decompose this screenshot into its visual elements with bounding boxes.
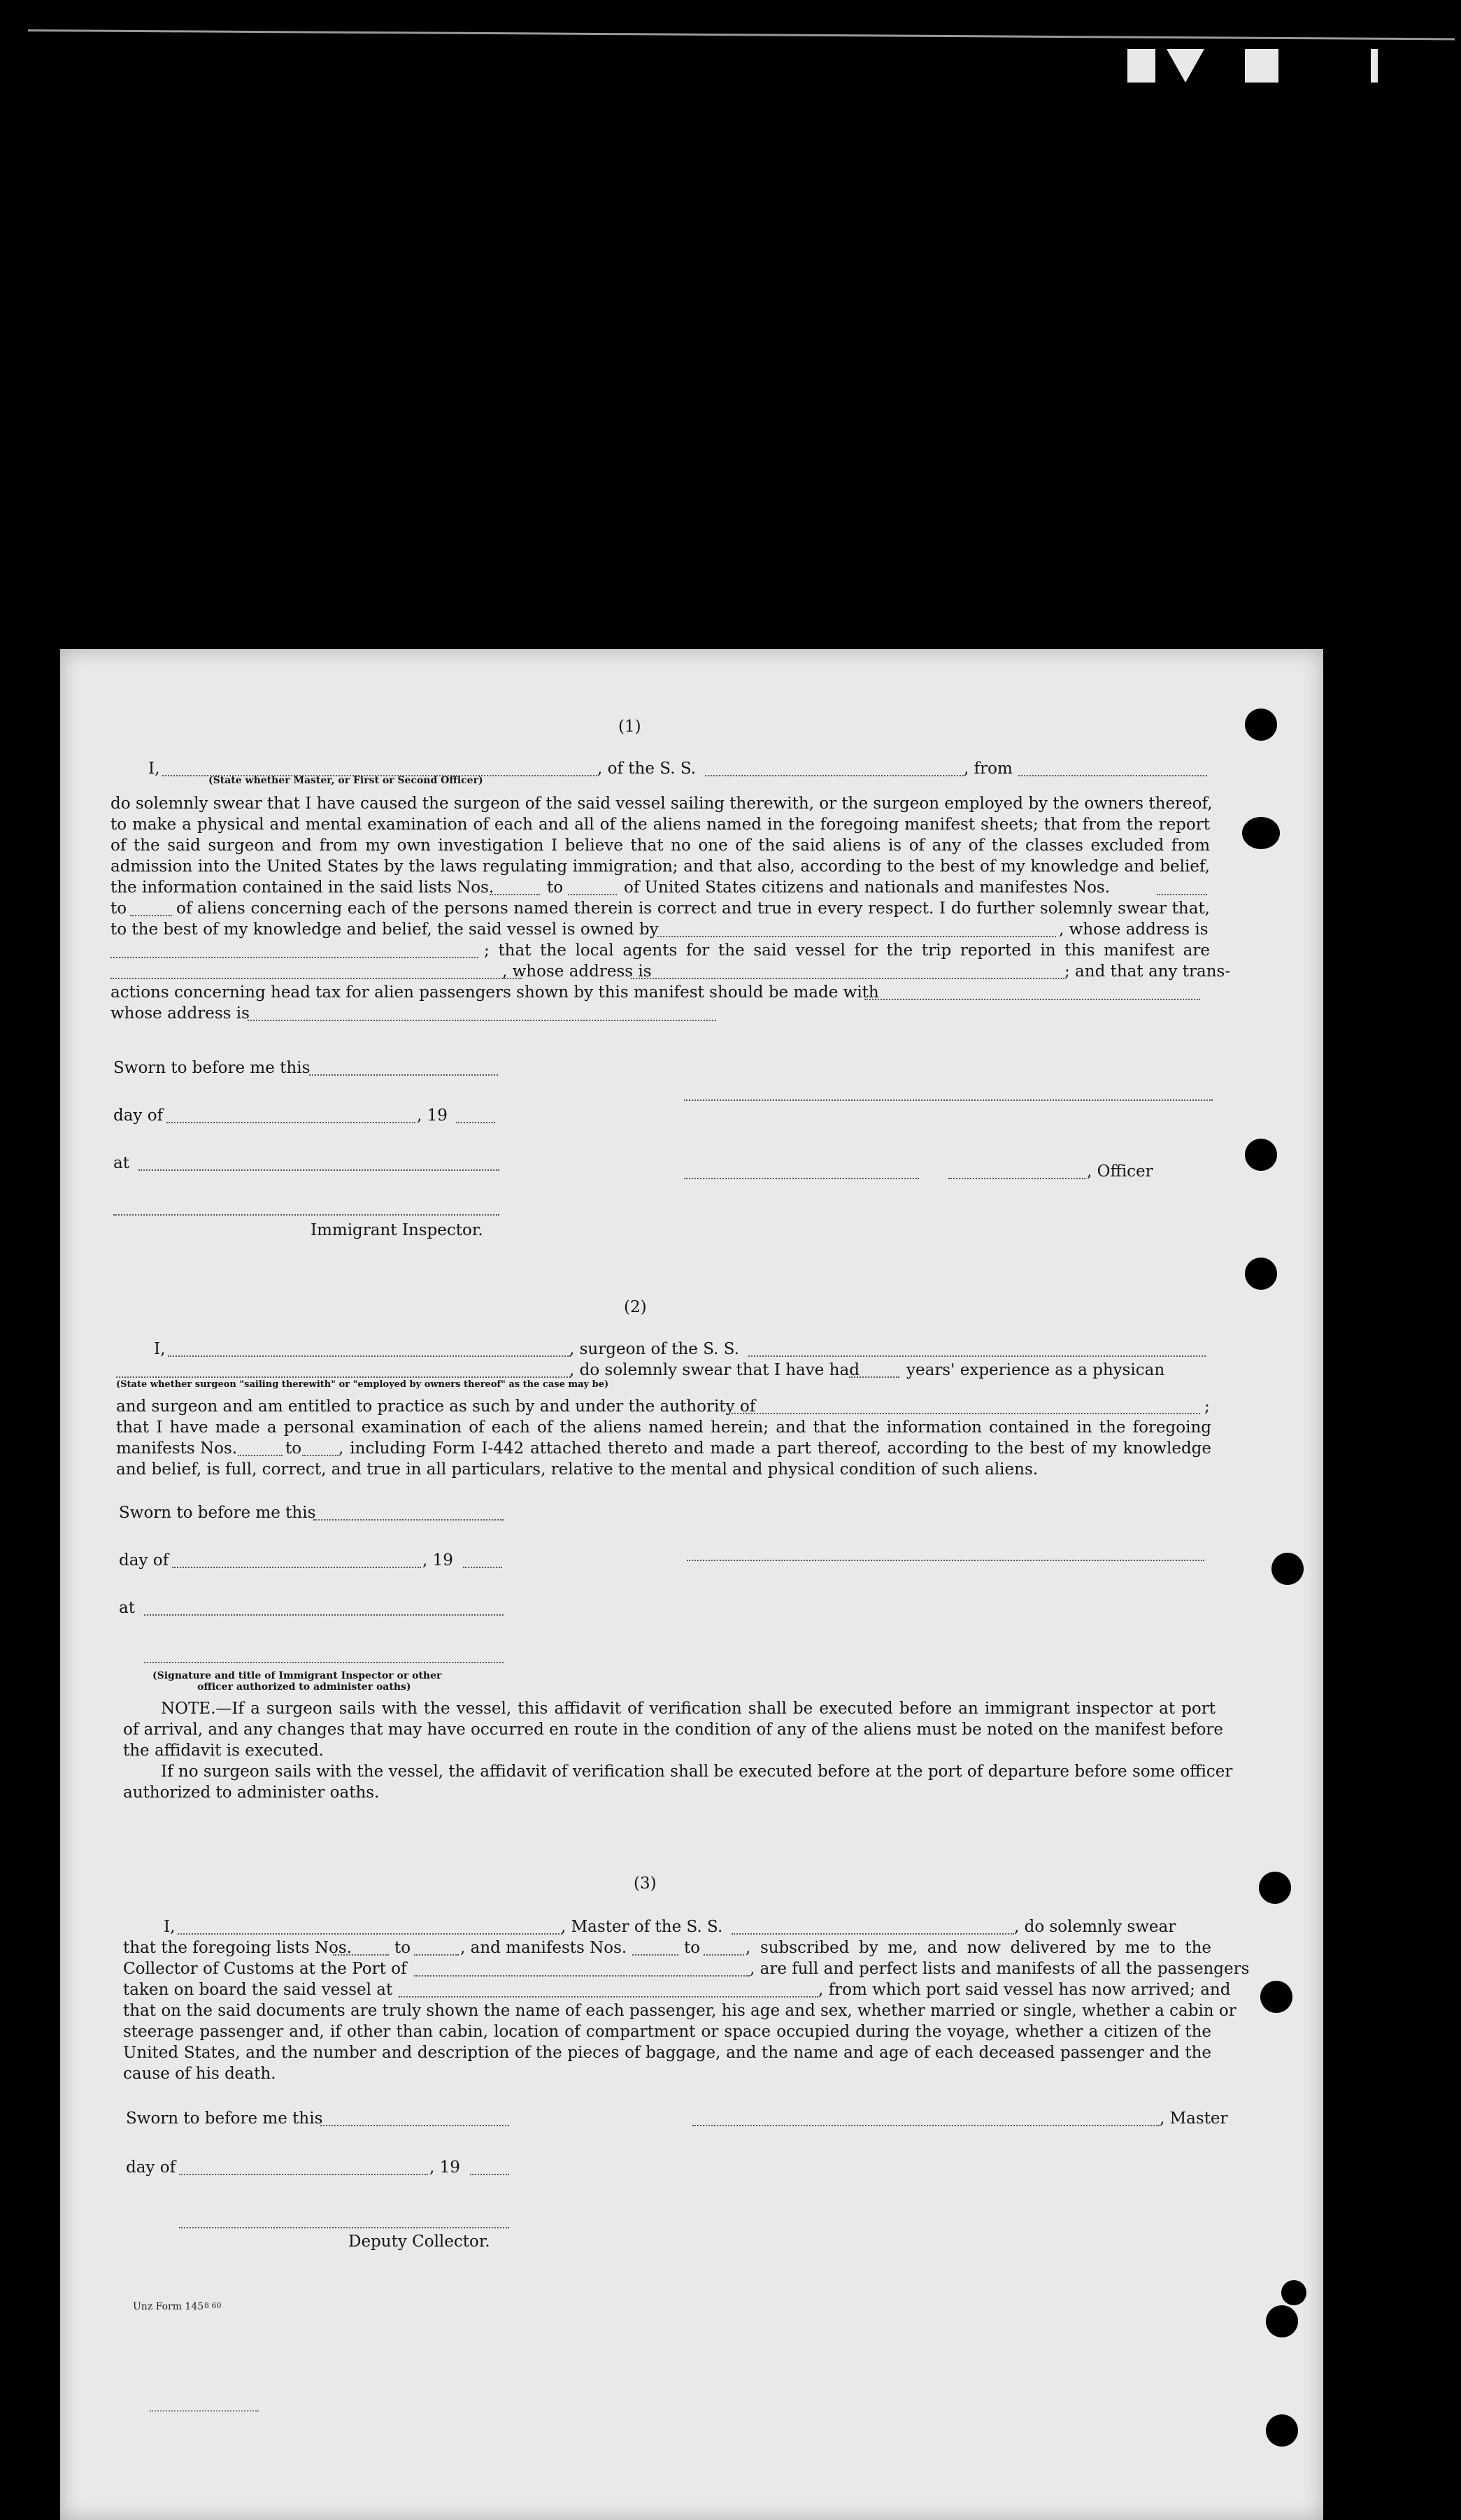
s3-manifests-from-field bbox=[632, 1954, 678, 1956]
s3-arrived-label: , from which port said vessel has now arrived; and bbox=[818, 1981, 1231, 1999]
manifests-to-field bbox=[130, 915, 172, 916]
s2-manifests-from-field bbox=[238, 1455, 283, 1456]
s1-year-label: , 19 bbox=[417, 1106, 448, 1125]
s1-agents-label: ; that the local agents for the said vessel for the trip reported in this manifest are bbox=[484, 941, 1210, 960]
s3-to-label: to bbox=[394, 1939, 411, 1957]
s2-day-label: day of bbox=[119, 1551, 169, 1569]
s2-ship-field bbox=[748, 1355, 1206, 1357]
s1-para-line: admission into the United States by the laws regulating immigration; and that also, according to the best of my knowledge and belief, bbox=[111, 857, 1210, 876]
note-line: If no surgeon sails with the vessel, the affidavit of verification shall be executed before at the port of departure before some officer bbox=[161, 1763, 1233, 1781]
s1-trans-label: ; and that any trans- bbox=[1064, 962, 1231, 981]
s3-collector-label: Deputy Collector. bbox=[348, 2233, 490, 2251]
s3-taken-label: taken on board the said vessel at bbox=[123, 1981, 393, 1999]
s2-manifests-to-field bbox=[302, 1455, 338, 1456]
punch-hole bbox=[1260, 1981, 1292, 2013]
s2-signature-line bbox=[687, 1560, 1204, 1561]
s3-manifests-to-field bbox=[704, 1954, 744, 1956]
section1-heading: (1) bbox=[618, 718, 641, 736]
form-code: 8 60 bbox=[204, 2301, 222, 2310]
s3-line1-c: , do solemnly swear bbox=[1014, 1918, 1176, 1936]
s2-inspector-line bbox=[144, 1662, 504, 1663]
s2-sworn-field bbox=[313, 1519, 504, 1521]
s3-manifests-label: , and manifests Nos. bbox=[460, 1939, 627, 1957]
s3-para-line: United States, and the number and description of the pieces of baggage, and the name and age of each deceased passenger and the bbox=[123, 2044, 1211, 2062]
s3-master-label: , Master bbox=[1160, 2109, 1228, 2128]
s1-officer-name-field bbox=[684, 1178, 919, 1179]
s1-line1-b: , of the S. S. bbox=[597, 760, 697, 778]
s3-signature-line bbox=[692, 2125, 1160, 2126]
punch-hole bbox=[1245, 1139, 1277, 1171]
s1-to-label-2: to bbox=[111, 899, 127, 918]
note-line: NOTE.—If a surgeon sails with the vessel, this affidavit of verification shall be executed before an immigrant inspector at port bbox=[161, 1700, 1216, 1718]
s2-line1-b: , surgeon of the S. S. bbox=[569, 1340, 739, 1358]
s2-para-line: and belief, is full, correct, and true in all particulars, relative to the mental and physical condition of such aliens. bbox=[116, 1460, 1039, 1479]
punch-hole bbox=[1245, 1258, 1277, 1290]
faint-footer-line bbox=[150, 2410, 259, 2412]
s3-sworn-field bbox=[320, 2125, 509, 2126]
s1-para-line: to make a physical and mental examination of each and all of the aliens named in the foregoing manifest sheets; that from the report bbox=[111, 816, 1210, 834]
s3-para-line: cause of his death. bbox=[123, 2065, 276, 2083]
s1-at-field bbox=[138, 1169, 499, 1171]
s1-sworn-field bbox=[309, 1074, 498, 1076]
agents-field bbox=[111, 978, 522, 979]
lists-to-field bbox=[568, 894, 617, 895]
s1-lists-label: the information contained in the said lists Nos. bbox=[111, 878, 494, 897]
signature-note-1: (Signature and title of Immigrant Inspector or other bbox=[152, 1670, 442, 1681]
surgeon-name-field bbox=[168, 1355, 571, 1357]
agents-address-field bbox=[631, 978, 1064, 979]
s2-sworn-label: Sworn to before me this bbox=[119, 1504, 316, 1522]
s1-headtax-label: actions concerning head tax for alien passengers shown by this manifest should be made with bbox=[111, 983, 879, 1002]
punch-hole bbox=[1259, 1872, 1291, 1904]
s1-at-label: at bbox=[113, 1154, 129, 1172]
s1-line1-c: , from bbox=[964, 760, 1013, 778]
s3-embark-port-field bbox=[399, 1996, 818, 1998]
s2-at-label: at bbox=[119, 1599, 135, 1617]
s3-to-label-2: to bbox=[684, 1939, 701, 1957]
form-id: Unz Form 145 bbox=[133, 2301, 204, 2312]
corner-mark-2 bbox=[1167, 49, 1204, 83]
punch-hole bbox=[1242, 817, 1280, 849]
s3-lists-label: that the foregoing lists Nos. bbox=[123, 1939, 352, 1957]
lists-from-field bbox=[490, 894, 540, 895]
surgeon-note: (State whether surgeon "sailing therewith" or "employed by owners thereof" as the case may be) bbox=[116, 1379, 609, 1390]
corner-mark-3 bbox=[1245, 49, 1278, 83]
s1-officer-title-field bbox=[948, 1178, 1085, 1179]
corner-mark-1 bbox=[1127, 49, 1155, 83]
s2-year-label: , 19 bbox=[422, 1551, 453, 1569]
section3-heading: (3) bbox=[634, 1874, 657, 1893]
punch-hole bbox=[1271, 1553, 1304, 1585]
s2-year-field bbox=[463, 1567, 502, 1568]
punch-hole bbox=[1281, 2280, 1306, 2305]
s1-signature-line bbox=[684, 1099, 1213, 1101]
s1-year-field bbox=[456, 1122, 495, 1123]
s2-to-label: to bbox=[285, 1439, 302, 1458]
s1-to-label: to bbox=[547, 878, 564, 897]
manifests-from-field bbox=[1157, 894, 1207, 895]
s1-sworn-label: Sworn to before me this bbox=[113, 1059, 311, 1077]
s2-para-line: that I have made a personal examination of each of the aliens named herein; and that the information contained in the foregoing bbox=[116, 1418, 1211, 1437]
s3-year-field bbox=[470, 2174, 509, 2175]
s2-para-line: , including Form I-442 attached thereto and made a part thereof, according to the best of my knowledge bbox=[338, 1439, 1211, 1458]
s3-line1-b: , Master of the S. S. bbox=[561, 1918, 723, 1936]
s2-line1-a: I, bbox=[154, 1340, 166, 1358]
s2-authority-label: and surgeon and am entitled to practice as such by and under the authority of bbox=[116, 1397, 756, 1416]
headtax-field bbox=[864, 999, 1200, 1000]
s3-year-label: , 19 bbox=[429, 2158, 460, 2177]
punch-hole bbox=[1266, 2414, 1298, 2447]
manifest-form-page bbox=[60, 649, 1323, 2520]
s1-line1-a: I, bbox=[148, 760, 160, 778]
s1-address-label-2: , whose address is bbox=[502, 962, 652, 981]
s1-para-line: of aliens concerning each of the persons named therein is correct and true in every respect. I do further solemnly swear that, bbox=[176, 899, 1210, 918]
s3-port-label: Collector of Customs at the Port of bbox=[123, 1960, 407, 1978]
s1-para-line: do solemnly swear that I have caused the surgeon of the said vessel sailing therewith, or the surgeon employed by the owners thereof, bbox=[111, 795, 1213, 813]
s3-day-field bbox=[179, 2174, 428, 2175]
s1-address-label: , whose address is bbox=[1059, 920, 1209, 939]
note-line: the affidavit is executed. bbox=[123, 1742, 324, 1760]
officer-note: (State whether Master, or First or Second Officer) bbox=[208, 775, 483, 786]
note-line: of arrival, and any changes that may have occurred en route in the condition of any of the aliens must be noted on the manifest before bbox=[123, 1721, 1224, 1739]
s3-lists-from-field bbox=[333, 1954, 389, 1956]
s2-at-field bbox=[144, 1614, 504, 1616]
section2-heading: (2) bbox=[624, 1298, 647, 1316]
s3-ship-field bbox=[732, 1933, 1014, 1935]
s2-line2-a: , do solemnly swear that I have had bbox=[569, 1361, 860, 1379]
s3-port-field bbox=[414, 1975, 750, 1977]
authority-field bbox=[726, 1413, 1200, 1414]
s3-lists-to-field bbox=[414, 1954, 459, 1956]
s3-para-line: steerage passenger and, if other than cabin, location of compartment or space occupied during the voyage, whether a citizen of the bbox=[123, 2023, 1211, 2041]
from-port-field bbox=[1018, 775, 1207, 776]
owner-field bbox=[657, 936, 1056, 937]
s1-owner-label: to the best of my knowledge and belief, the said vessel is owned by bbox=[111, 920, 659, 939]
s2-line2-b: years' experience as a physican bbox=[906, 1361, 1165, 1379]
note-line: authorized to administer oaths. bbox=[123, 1784, 380, 1802]
s2-semicolon: ; bbox=[1204, 1397, 1210, 1416]
s1-day-label: day of bbox=[113, 1106, 164, 1125]
corner-mark-4 bbox=[1371, 49, 1378, 83]
s3-collector-line bbox=[179, 2227, 509, 2228]
s2-manifests-label: manifests Nos. bbox=[116, 1439, 238, 1458]
headtax-address-field bbox=[248, 1020, 716, 1021]
s1-inspector-line bbox=[113, 1214, 499, 1216]
surgeon-status-field bbox=[116, 1376, 571, 1378]
s1-day-field bbox=[166, 1122, 415, 1123]
s1-manifests-label: of United States citizens and nationals and manifestes Nos. bbox=[624, 878, 1111, 897]
s3-sworn-label: Sworn to before me this bbox=[126, 2109, 323, 2128]
s3-master-name-field bbox=[178, 1933, 562, 1935]
s3-line1-a: I, bbox=[164, 1918, 176, 1936]
owner-address-field bbox=[111, 957, 478, 958]
s2-day-field bbox=[172, 1567, 421, 1568]
s3-lists-full-label: , are full and perfect lists and manifests of all the passengers bbox=[750, 1960, 1250, 1978]
signature-note-2: officer authorized to administer oaths) bbox=[197, 1681, 411, 1693]
punch-hole bbox=[1245, 709, 1277, 741]
ship-name-field bbox=[705, 775, 964, 776]
s3-day-label: day of bbox=[126, 2158, 176, 2177]
s1-para-line: of the said surgeon and from my own investigation I believe that no one of the said aliens is of any of the classes excluded from bbox=[111, 837, 1210, 855]
s1-inspector-label: Immigrant Inspector. bbox=[311, 1221, 483, 1239]
s1-officer-label: , Officer bbox=[1087, 1162, 1153, 1181]
years-field bbox=[849, 1376, 899, 1378]
s3-para-line: that on the said documents are truly shown the name of each passenger, his age and sex, whether married or single, whether a cabin or bbox=[123, 2002, 1236, 2020]
top-edge-line bbox=[28, 29, 1455, 40]
s3-subscribed-label: , subscribed by me, and now delivered by me to the bbox=[746, 1939, 1211, 1957]
s1-whose-label: whose address is bbox=[111, 1004, 250, 1023]
punch-hole bbox=[1266, 2305, 1298, 2337]
